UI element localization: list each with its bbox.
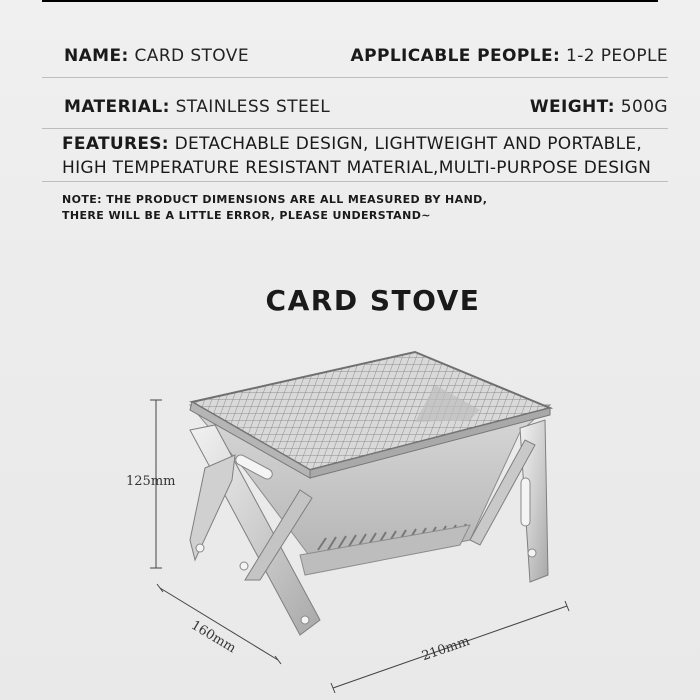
- width-label: 210mm: [420, 633, 472, 665]
- depth-label: 160mm: [188, 618, 239, 657]
- note-line-2: THERE WILL BE A LITTLE ERROR, PLEASE UNDERSTAND~: [62, 209, 431, 222]
- features-line-1: DETACHABLE DESIGN, LIGHTWEIGHT AND PORTABLE,: [174, 134, 643, 154]
- height-label: 125mm: [126, 474, 176, 489]
- material-value: STAINLESS STEEL: [175, 97, 331, 117]
- people-label: APPLICABLE PEOPLE:: [350, 46, 561, 66]
- weight-label: WEIGHT:: [529, 97, 615, 117]
- people-value: 1-2 PEOPLE: [565, 46, 668, 66]
- features-label: FEATURES:: [62, 134, 169, 154]
- note-line-1: NOTE: THE PRODUCT DIMENSIONS ARE ALL MEASURED BY HAND,: [62, 193, 488, 206]
- product-title: CARD STOVE: [265, 284, 481, 317]
- weight-value: 500G: [620, 97, 668, 117]
- features-line-2: HIGH TEMPERATURE RESISTANT MATERIAL,MULTI-PURPOSE DESIGN: [62, 158, 652, 178]
- name-label: NAME:: [64, 46, 129, 66]
- depth-dimension-line: [157, 584, 281, 664]
- material-label: MATERIAL:: [64, 97, 170, 117]
- name-value: CARD STOVE: [134, 46, 249, 66]
